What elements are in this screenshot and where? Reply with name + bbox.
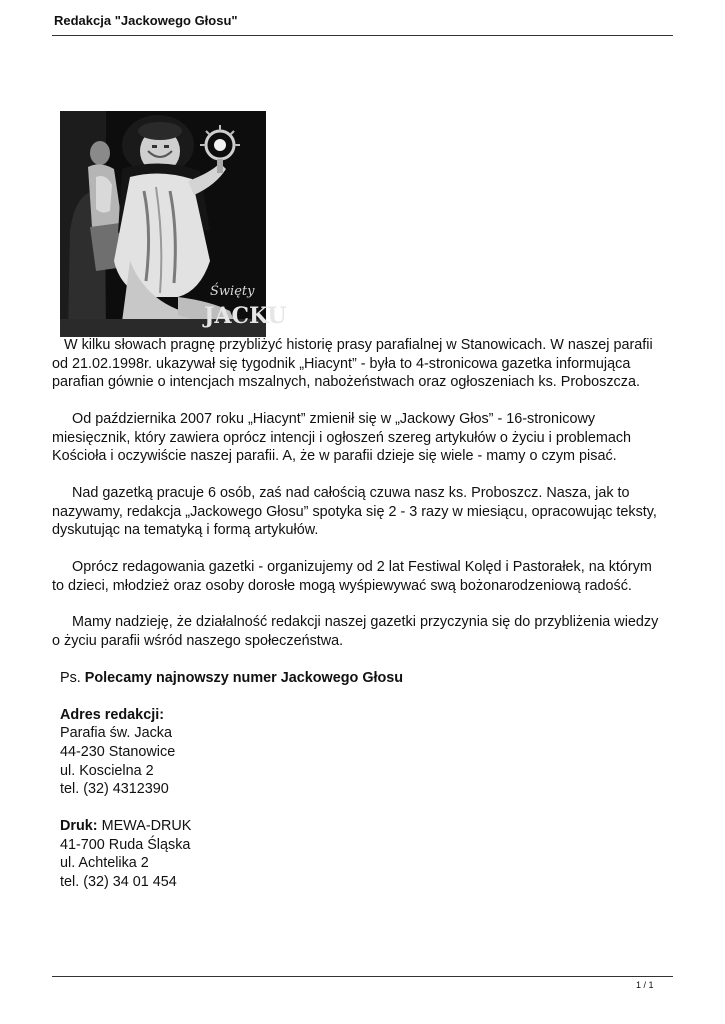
address-line: 44-230 Stanowice [60,743,176,760]
paragraph-line: Kościoła i oczywiście naszej parafii. A, że w parafii dzieje się wiele - mamy o czym pisać. [52,448,617,465]
printer-line: 41-700 Ruda Śląska [60,836,191,853]
paragraph-line: Oprócz redagowania gazetki - organizujemy od 2 lat Festiwal Kolęd i Pastorałek, na którym [72,558,652,575]
editorial-address [60,706,682,799]
paragraph-name-change [52,410,682,466]
paragraph-festival [52,558,682,595]
paragraph-line: miesięcznik, który zawiera oprócz intencji i ogłoszeń szereg artykułów o życiu i problemach [52,429,632,446]
printer-line: ul. Achtelika 2 [60,855,149,872]
printer-info [60,817,682,891]
address-line: ul. Koscielna 2 [60,762,154,779]
paragraph-history [52,336,682,392]
address-heading: Adres redakcji: [60,706,164,723]
saint-hyacinth-illustration [60,111,287,337]
header-rule [52,35,673,36]
paragraph-line: o życiu parafii wśród naszego społeczeństwa. [52,632,344,649]
paragraph-line: dyskutując na tematyką i formą artykułów. [52,522,319,539]
paragraph-hope [52,613,682,650]
jacku-art-text: JACKU [204,303,287,329]
paragraph-line: od 21.02.1998r. ukazywał się tygodnik „Hiacynt” - była to 4-stronicowa gazetka informująca [52,355,631,372]
document-title: Redakcja "Jackowego Głosu" [54,13,238,28]
paragraph-line: Nad gazetką pracuje 6 osób, zaś nad całością czuwa nasz ks. Proboszcz. Nasza, jak to [72,484,630,501]
paragraph-line: W kilku słowach pragnę przybliżyć historię prasy parafialnej w Stanowicach. W naszej parafii [64,337,653,353]
article-body [52,336,682,910]
paragraph-line: Od października 2007 roku „Hiacynt” zmienił się w „Jackowy Głos” - 16-stronicowy [72,410,596,427]
address-line: Parafia św. Jacka [60,725,172,742]
printer-name-line [60,817,682,836]
paragraph-team [52,484,682,540]
swiety-art-text: Święty [210,284,255,299]
paragraph-line: Mamy nadzieję, że działalność redakcji naszej gazetki przyczynia się do przybliżenia wiedzy [72,614,659,631]
printer-name: MEWA-DRUK [97,818,192,835]
footer-rule [52,976,673,977]
printer-phone: tel. (32) 34 01 454 [60,874,177,890]
postscript [60,669,682,688]
address-phone: tel. (32) 4312390 [60,781,169,798]
postscript-recommendation: Polecamy najnowszy numer Jackowego Głosu [84,669,404,686]
paragraph-line: to dzieci, młodzież oraz osoby dorosłe mogą wyśpiewywać swą bożonarodzeniową radość. [52,577,632,594]
postscript-prefix: Ps. [60,669,85,686]
printer-label: Druk: [60,818,98,835]
page-number: 1 / 1 [636,980,654,990]
paragraph-line: parafian gównie o intencjach mszalnych, nabożeństwach oraz ogłoszeniach ks. Proboszcza. [52,374,640,391]
paragraph-line: nazywamy, redakcja „Jackowego Głosu” spotyka się 2 - 3 razy w miesiącu, opracowując teksty, [52,503,657,520]
